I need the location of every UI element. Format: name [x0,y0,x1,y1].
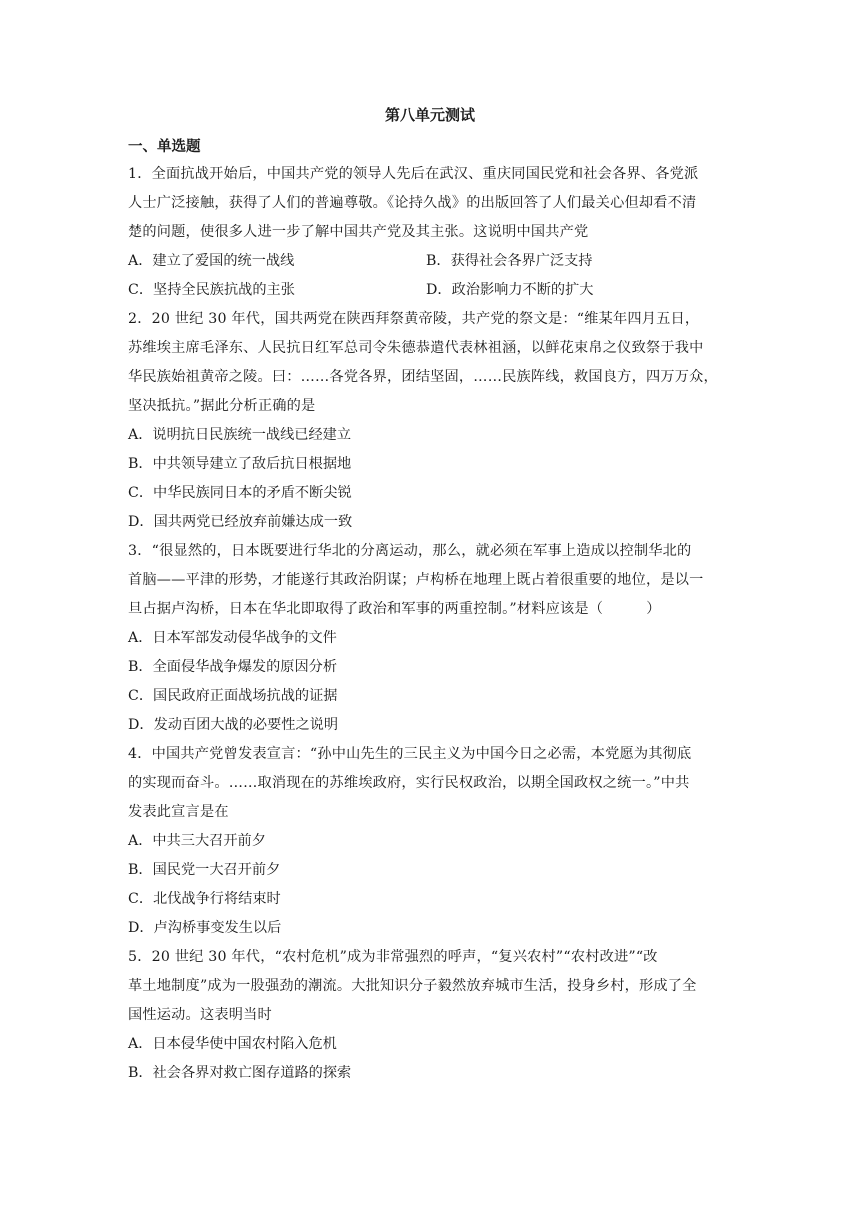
option-a: A．建立了爱国的统一战线 [128,253,295,269]
option-b: B．获得社会各界广泛支持 [426,253,593,269]
stem-line: 华民族始祖黄帝之陵。曰：……各党各界，团结坚固，……民族阵线，救国良方，四万万众， [128,369,718,385]
stem-line: 旦占据卢沟桥，日本在华北即取得了政治和军事的两重控制。”材料应该是（ ） [128,601,661,617]
option-d: D．国共两党已经放弃前嫌达成一致 [128,514,353,530]
question-3 [128,537,732,740]
stem-line: 3．“很显然的，日本既要进行华北的分离运动，那么，就必须在军事上造成以控制华北的 [128,543,692,559]
question-list [128,160,732,1088]
section-heading: 一、单选题 [128,139,201,155]
stem-line: 革土地制度”成为一股强劲的潮流。大批知识分子毅然放弃城市生活，投身乡村，形成了全 [128,978,697,994]
option-c: C．北伐战争行将结束时 [128,891,281,907]
option-a: A．说明抗日民族统一战线已经建立 [128,427,352,443]
stem-line: 坚决抵抗。”据此分析正确的是 [128,398,316,414]
option-c: C．中华民族同日本的矛盾不断尖锐 [128,485,352,501]
option-d: D．发动百团大战的必要性之说明 [128,717,339,733]
question-stem [128,943,732,1030]
stem-line: 1．全面抗战开始后，中国共产党的领导人先后在武汉、重庆同国民党和社会各界、各党派 [128,166,699,182]
question-stem [128,305,732,421]
option-b: B．中共领导建立了敌后抗日根据地 [128,456,352,472]
option-c: C．国民政府正面战场抗战的证据 [128,688,338,704]
option-a: A．中共三大召开前夕 [128,833,266,849]
question-stem [128,537,732,624]
page-title: 第八单元测试 [384,106,475,124]
option-b: B．全面侵华战争爆发的原因分析 [128,659,338,675]
option-b: B．社会各界对救亡图存道路的探索 [128,1065,352,1081]
option-d: D．卢沟桥事变发生以后 [128,920,282,936]
question-stem [128,740,732,827]
option-c: C．坚持全民族抗战的主张 [128,282,295,298]
option-d: D．政治影响力不断的扩大 [426,282,594,298]
stem-line: 国性运动。这表明当时 [128,1007,272,1023]
question-2 [128,305,732,537]
question-1 [128,160,732,305]
option-row [128,247,732,276]
stem-line: 发表此宣言是在 [128,804,229,820]
stem-line: 4．中国共产党曾发表宣言：“孙中山先生的三民主义为中国今日之必需，本党愿为其彻底 [128,746,692,762]
stem-line: 人士广泛接触，获得了人们的普遍尊敬。《论持久战》的出版回答了人们最关心但却看不清 [128,195,697,211]
stem-line: 楚的问题，使很多人进一步了解中国共产党及其主张。这说明中国共产党 [128,224,589,240]
option-a: A．日本侵华使中国农村陷入危机 [128,1036,337,1052]
option-a: A．日本军部发动侵华战争的文件 [128,630,337,646]
stem-line: 2．20 世纪 30 年代，国共两党在陕西拜祭黄帝陵，共产党的祭文是：“维某年四月五日， [128,311,700,327]
stem-line: 首脑——平津的形势，才能遂行其政治阴谋；卢构桥在地理上既占着很重要的地位，是以一 [128,572,704,588]
stem-line: 的实现而奋斗。……取消现在的苏维埃政府，实行民权政治，以期全国政权之统一。”中共 [128,775,690,791]
stem-line: 5．20 世纪 30 年代，“农村危机”成为非常强烈的呼声，“复兴农村”“农村改进”“改 [128,949,658,965]
option-row [128,276,732,305]
option-b: B．国民党一大召开前夕 [128,862,281,878]
stem-line: 苏维埃主席毛泽东、人民抗日红军总司令朱德恭遣代表林祖涵，以鲜花束帛之仪致祭于我中 [128,340,704,356]
question-4 [128,740,732,943]
question-stem [128,160,732,247]
question-5 [128,943,732,1088]
